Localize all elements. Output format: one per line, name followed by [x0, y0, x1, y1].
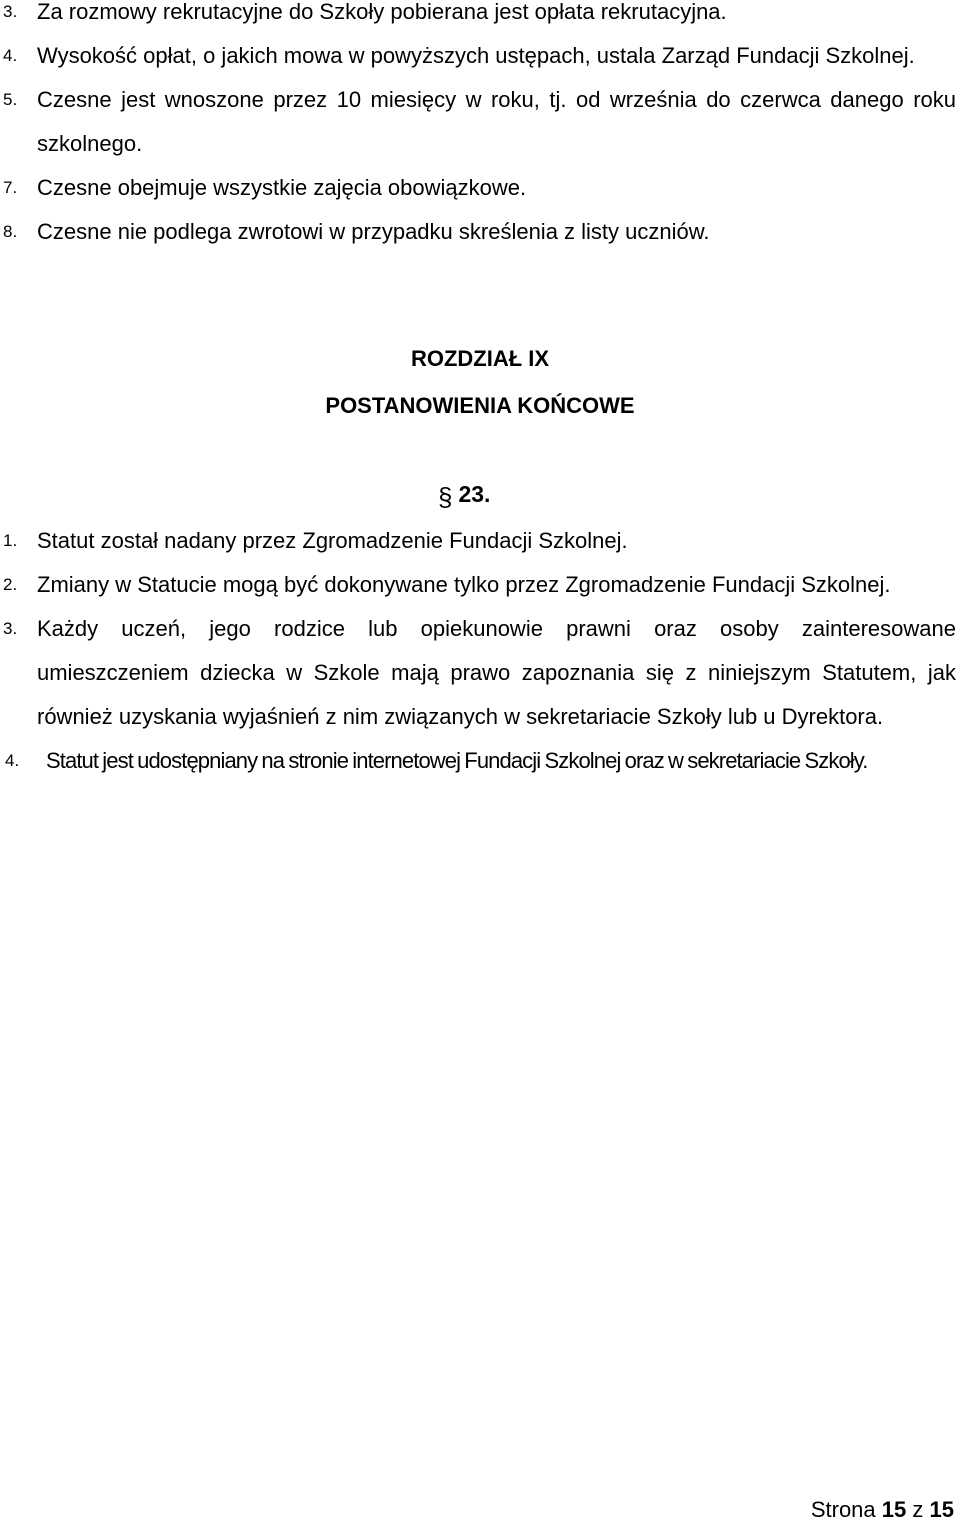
- section-number: 23.: [458, 481, 491, 507]
- list-item: [0, 166, 960, 210]
- footer-current-page: 15: [881, 1497, 907, 1522]
- list-item: [0, 563, 960, 607]
- list-item: [0, 78, 960, 166]
- list-item-text: Wysokość opłat, o jakich mowa w powyższych ustępach, ustala Zarząd Fundacji Szkolnej.: [37, 43, 915, 68]
- list-item: [0, 519, 960, 563]
- fees-list: [0, 0, 960, 254]
- list-item: [0, 607, 960, 739]
- list-item-number: 3.: [3, 2, 18, 21]
- list-item-text: Statut został nadany przez Zgromadzenie Fundacji Szkolnej.: [37, 528, 628, 553]
- list-item-number: 8.: [3, 222, 18, 241]
- footer-separator: z: [912, 1497, 924, 1522]
- list-item: [0, 0, 960, 34]
- list-item-number: 3.: [3, 619, 18, 638]
- list-item: [0, 210, 960, 254]
- list-item-text: Czesne nie podlega zwrotowi w przypadku skreślenia z listy uczniów.: [37, 219, 710, 244]
- list-item-text: Statut jest udostępniany na stronie internetowej Fundacji Szkolnej oraz w sekretariacie Szkoły.: [46, 748, 868, 773]
- page-footer: [811, 1497, 954, 1523]
- list-item-number: 2.: [3, 575, 18, 594]
- list-item-number: 7.: [3, 178, 18, 197]
- chapter-subtitle: POSTANOWIENIA KOŃCOWE: [325, 393, 635, 418]
- list-item-text: Każdy uczeń, jego rodzice lub opiekunowie prawni oraz osoby zainteresowane umieszczeniem dziecka w Szkole mają prawo zapoznania się z niniejszym Statutem, jak również uzyskania wyjaśnień z nim związanych w sekretariacie Szkoły lub u Dyrektora.: [37, 616, 956, 729]
- footer-prefix: Strona: [810, 1497, 876, 1522]
- list-item-text: Zmiany w Statucie mogą być dokonywane tylko przez Zgromadzenie Fundacji Szkolnej.: [37, 572, 891, 597]
- list-item-text: Czesne jest wnoszone przez 10 miesięcy w roku, tj. od września do czerwca danego roku szkolnego.: [37, 87, 956, 156]
- list-item-text: Czesne obejmuje wszystkie zajęcia obowiązkowe.: [37, 175, 527, 200]
- list-item-number: 5.: [3, 90, 18, 109]
- list-item-number: 4.: [3, 46, 18, 65]
- section-heading: [438, 478, 491, 512]
- list-item-text: Za rozmowy rekrutacyjne do Szkoły pobierana jest opłata rekrutacyjna.: [37, 0, 727, 24]
- footer-total-pages: 15: [929, 1497, 954, 1522]
- list-item-number: 1.: [3, 531, 18, 550]
- list-item-number: 4.: [5, 751, 20, 770]
- list-item: [0, 34, 960, 78]
- chapter-title: ROZDZIAŁ IX: [410, 346, 550, 371]
- list-item: [0, 739, 960, 783]
- final-provisions-list: [0, 519, 960, 783]
- section-symbol: §: [438, 482, 453, 512]
